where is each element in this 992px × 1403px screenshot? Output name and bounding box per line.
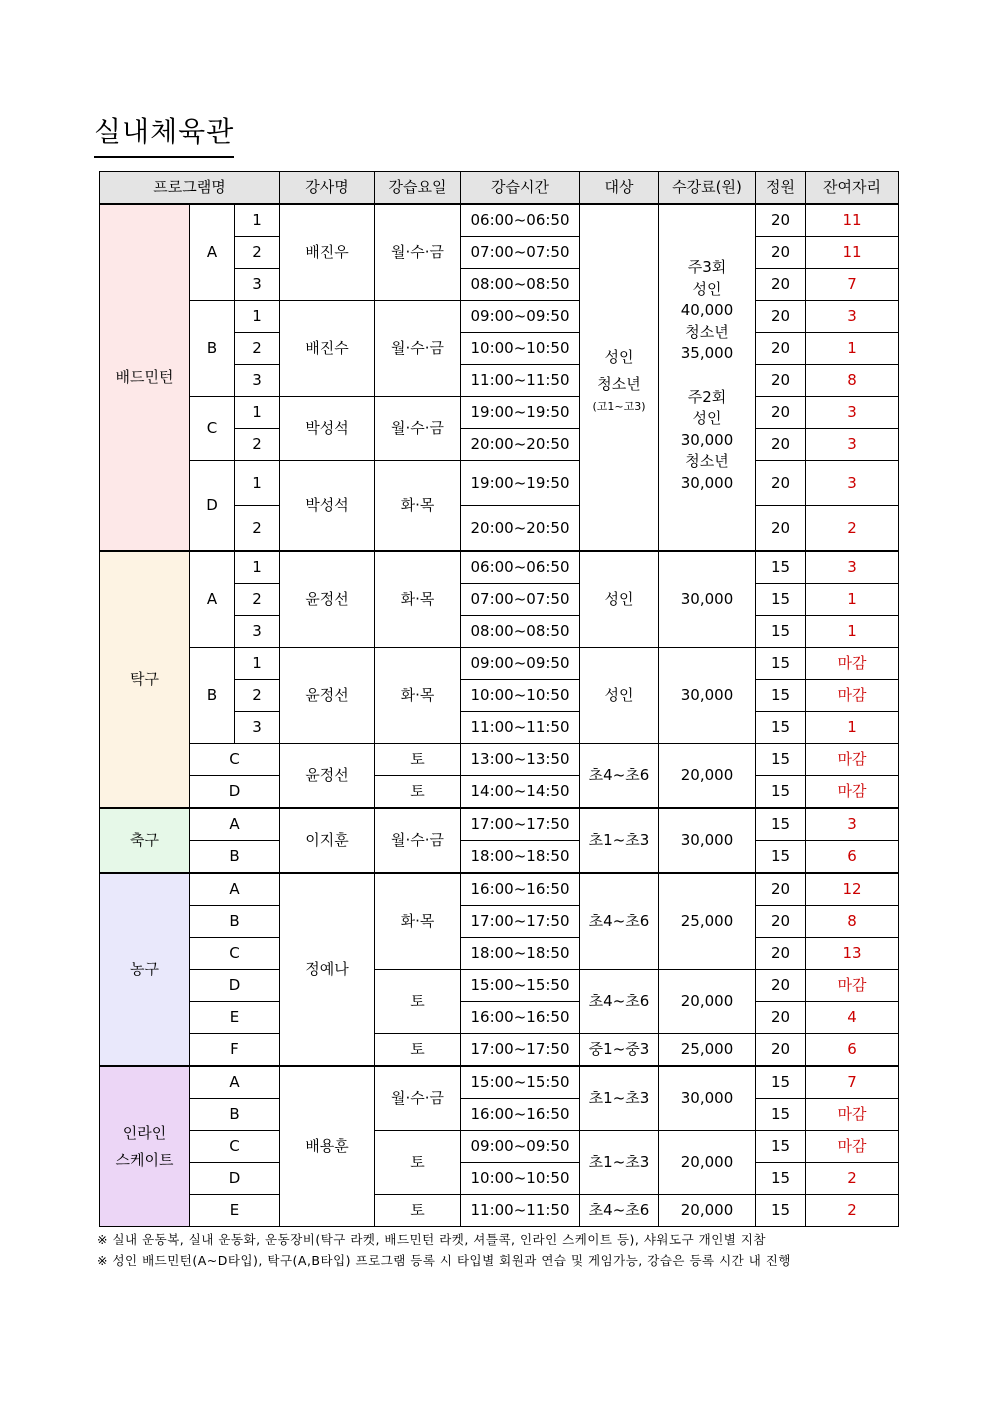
days: 화·목 (375, 551, 461, 648)
time: 16:00~16:50 (461, 873, 580, 906)
table-row (100, 1034, 899, 1067)
fee: 20,000 (659, 1195, 756, 1227)
time: 16:00~16:50 (461, 1099, 580, 1131)
time: 17:00~17:50 (461, 808, 580, 841)
class-label: A (190, 1066, 280, 1099)
remaining: 3 (806, 461, 899, 506)
class-label: B (190, 648, 235, 744)
session-no: 1 (235, 648, 280, 680)
table-row (100, 1195, 899, 1227)
table-row (100, 301, 899, 333)
days: 월·수·금 (375, 301, 461, 397)
capacity: 15 (756, 584, 806, 616)
capacity: 15 (756, 1066, 806, 1099)
time: 14:00~14:50 (461, 776, 580, 809)
program-name-tabletennis: 탁구 (100, 551, 190, 808)
capacity: 20 (756, 906, 806, 938)
time: 07:00~07:50 (461, 237, 580, 269)
fee: 30,000 (659, 551, 756, 648)
program-name-football: 축구 (100, 808, 190, 873)
table-row (100, 1002, 899, 1034)
time: 11:00~11:50 (461, 1195, 580, 1227)
time: 06:00~06:50 (461, 204, 580, 237)
class-label: C (190, 397, 235, 461)
remaining: 마감 (806, 970, 899, 1002)
class-label: D (190, 970, 280, 1002)
days: 토 (375, 970, 461, 1034)
remaining: 1 (806, 584, 899, 616)
target: 성인 (580, 551, 659, 648)
table-row (100, 1131, 899, 1163)
capacity: 15 (756, 680, 806, 712)
session-no: 2 (235, 680, 280, 712)
instructor: 박성석 (280, 461, 375, 552)
session-no: 2 (235, 506, 280, 552)
target: 초1~초3 (580, 1131, 659, 1195)
basketball-section (100, 873, 899, 1066)
remaining: 1 (806, 712, 899, 744)
capacity: 15 (756, 1195, 806, 1227)
remaining: 마감 (806, 648, 899, 680)
capacity: 20 (756, 204, 806, 237)
time: 06:00~06:50 (461, 551, 580, 584)
time: 10:00~10:50 (461, 680, 580, 712)
session-no: 3 (235, 616, 280, 648)
capacity: 20 (756, 429, 806, 461)
capacity: 20 (756, 461, 806, 506)
capacity: 20 (756, 1034, 806, 1067)
time: 15:00~15:50 (461, 1066, 580, 1099)
fee: 30,000 (659, 648, 756, 744)
days: 화·목 (375, 461, 461, 552)
instructor: 정예나 (280, 873, 375, 1066)
instructor: 배진수 (280, 301, 375, 397)
days: 월·수·금 (375, 1066, 461, 1131)
target-main: 성인 청소년 (597, 348, 641, 393)
days: 화·목 (375, 648, 461, 744)
remaining: 2 (806, 1195, 899, 1227)
program-name-badminton: 배드민턴 (100, 204, 190, 551)
target-sub: (고1~고3) (592, 400, 646, 413)
header-days: 강습요일 (375, 172, 461, 205)
session-no: 3 (235, 712, 280, 744)
table-row (100, 970, 899, 1002)
target: 성인 (580, 648, 659, 744)
class-label: B (190, 301, 235, 397)
time: 18:00~18:50 (461, 841, 580, 874)
session-no: 3 (235, 365, 280, 397)
header-capacity: 정원 (756, 172, 806, 205)
remaining: 7 (806, 269, 899, 301)
capacity: 15 (756, 616, 806, 648)
capacity: 15 (756, 841, 806, 874)
instructor: 박성석 (280, 397, 375, 461)
time: 11:00~11:50 (461, 365, 580, 397)
class-label: D (190, 776, 280, 809)
fee-text: 주3회 성인 40,000 청소년 35,000 주2회 성인 30,000 청소년 30,000 (680, 258, 734, 492)
class-label: A (190, 551, 235, 648)
target: 초4~초6 (580, 873, 659, 970)
days: 토 (375, 776, 461, 809)
time: 20:00~20:50 (461, 429, 580, 461)
remaining: 3 (806, 808, 899, 841)
capacity: 20 (756, 269, 806, 301)
time: 17:00~17:50 (461, 906, 580, 938)
fee: 20,000 (659, 744, 756, 809)
note-line: ※ 성인 배드민턴(A~D타입), 탁구(A,B타입) 프로그램 등록 시 타입별 회원과 연습 및 게임가능, 강습은 등록 시간 내 진행 (97, 1253, 791, 1268)
capacity: 20 (756, 301, 806, 333)
capacity: 20 (756, 873, 806, 906)
program-name-basketball: 농구 (100, 873, 190, 1066)
time: 13:00~13:50 (461, 744, 580, 776)
fee: 20,000 (659, 970, 756, 1034)
capacity: 15 (756, 744, 806, 776)
capacity: 15 (756, 1131, 806, 1163)
remaining: 7 (806, 1066, 899, 1099)
remaining: 11 (806, 204, 899, 237)
header-fee: 수강료(원) (659, 172, 756, 205)
fee: 30,000 (659, 1066, 756, 1131)
table-row (100, 744, 899, 776)
header-program: 프로그램명 (100, 172, 280, 205)
program-name-inline-skate: 인라인 스케이트 (100, 1066, 190, 1227)
target: 초4~초6 (580, 970, 659, 1034)
class-label: A (190, 873, 280, 906)
header-target: 대상 (580, 172, 659, 205)
target: 중1~중3 (580, 1034, 659, 1067)
table-row (100, 1163, 899, 1195)
remaining: 1 (806, 333, 899, 365)
days: 토 (375, 744, 461, 776)
remaining: 2 (806, 1163, 899, 1195)
header-time: 강습시간 (461, 172, 580, 205)
session-no: 1 (235, 397, 280, 429)
instructor: 이지훈 (280, 808, 375, 873)
class-label: D (190, 461, 235, 552)
days: 토 (375, 1195, 461, 1227)
remaining: 3 (806, 551, 899, 584)
remaining: 3 (806, 429, 899, 461)
time: 09:00~09:50 (461, 301, 580, 333)
table-row (100, 938, 899, 970)
remaining: 마감 (806, 1099, 899, 1131)
class-label: B (190, 906, 280, 938)
instructor: 윤정선 (280, 551, 375, 648)
fee: 25,000 (659, 873, 756, 970)
time: 07:00~07:50 (461, 584, 580, 616)
table-row (100, 808, 899, 841)
class-label: C (190, 1131, 280, 1163)
table-row (100, 551, 899, 584)
session-no: 1 (235, 461, 280, 506)
time: 17:00~17:50 (461, 1034, 580, 1067)
remaining: 12 (806, 873, 899, 906)
target (580, 204, 659, 551)
days: 월·수·금 (375, 808, 461, 873)
time: 19:00~19:50 (461, 397, 580, 429)
class-label: F (190, 1034, 280, 1067)
fee: 30,000 (659, 808, 756, 873)
time: 19:00~19:50 (461, 461, 580, 506)
inline-section (100, 1066, 899, 1227)
instructor: 배진우 (280, 204, 375, 301)
remaining: 6 (806, 841, 899, 874)
days: 토 (375, 1034, 461, 1067)
class-label: A (190, 808, 280, 841)
remaining: 마감 (806, 680, 899, 712)
time: 16:00~16:50 (461, 1002, 580, 1034)
remaining: 마감 (806, 1131, 899, 1163)
notes (97, 1229, 791, 1271)
schedule-table (99, 171, 899, 1227)
session-no: 1 (235, 301, 280, 333)
capacity: 15 (756, 776, 806, 809)
table-row (100, 1066, 899, 1099)
capacity: 20 (756, 1002, 806, 1034)
class-label: E (190, 1002, 280, 1034)
time: 10:00~10:50 (461, 1163, 580, 1195)
remaining: 8 (806, 365, 899, 397)
table-row (100, 397, 899, 429)
remaining: 6 (806, 1034, 899, 1067)
time: 15:00~15:50 (461, 970, 580, 1002)
table-row (100, 776, 899, 809)
table-header (100, 172, 899, 205)
capacity: 15 (756, 712, 806, 744)
remaining: 4 (806, 1002, 899, 1034)
capacity: 15 (756, 648, 806, 680)
remaining: 3 (806, 301, 899, 333)
class-label: E (190, 1195, 280, 1227)
target: 초1~초3 (580, 1066, 659, 1131)
session-no: 2 (235, 429, 280, 461)
capacity: 20 (756, 397, 806, 429)
days: 월·수·금 (375, 204, 461, 301)
time: 20:00~20:50 (461, 506, 580, 552)
session-no: 1 (235, 551, 280, 584)
class-label: C (190, 744, 280, 776)
footvolley-section (100, 808, 899, 873)
capacity: 20 (756, 506, 806, 552)
badminton-section (100, 204, 899, 551)
class-label: B (190, 1099, 280, 1131)
time: 18:00~18:50 (461, 938, 580, 970)
class-label: D (190, 1163, 280, 1195)
time: 09:00~09:50 (461, 648, 580, 680)
session-no: 1 (235, 204, 280, 237)
session-no: 2 (235, 237, 280, 269)
instructor: 배용훈 (280, 1066, 375, 1227)
capacity: 20 (756, 970, 806, 1002)
capacity: 15 (756, 808, 806, 841)
capacity: 15 (756, 1163, 806, 1195)
table-row (100, 461, 899, 506)
table-row (100, 204, 899, 237)
days: 토 (375, 1131, 461, 1195)
time: 09:00~09:50 (461, 1131, 580, 1163)
tabletennis-section (100, 551, 899, 808)
days: 월·수·금 (375, 397, 461, 461)
remaining: 8 (806, 906, 899, 938)
session-no: 2 (235, 584, 280, 616)
capacity: 20 (756, 237, 806, 269)
table-row (100, 648, 899, 680)
time: 08:00~08:50 (461, 269, 580, 301)
capacity: 15 (756, 1099, 806, 1131)
target: 초4~초6 (580, 1195, 659, 1227)
time: 10:00~10:50 (461, 333, 580, 365)
class-label: C (190, 938, 280, 970)
capacity: 15 (756, 551, 806, 584)
target: 초1~초3 (580, 808, 659, 873)
time: 08:00~08:50 (461, 616, 580, 648)
remaining: 1 (806, 616, 899, 648)
target: 초4~초6 (580, 744, 659, 809)
time: 11:00~11:50 (461, 712, 580, 744)
fee: 25,000 (659, 1034, 756, 1067)
table-row (100, 906, 899, 938)
capacity: 20 (756, 365, 806, 397)
class-label: A (190, 204, 235, 301)
class-label: B (190, 841, 280, 874)
table-row (100, 873, 899, 906)
note-line: ※ 실내 운동복, 실내 운동화, 운동장비(탁구 라켓, 배드민턴 라켓, 셔틀콕, 인라인 스케이트 등), 샤워도구 개인별 지참 (97, 1232, 766, 1247)
capacity: 20 (756, 333, 806, 365)
capacity: 20 (756, 938, 806, 970)
fee (659, 204, 756, 551)
header-instructor: 강사명 (280, 172, 375, 205)
table-row (100, 841, 899, 874)
session-no: 2 (235, 333, 280, 365)
remaining: 13 (806, 938, 899, 970)
fee: 20,000 (659, 1131, 756, 1195)
remaining: 마감 (806, 744, 899, 776)
instructor: 윤정선 (280, 744, 375, 809)
remaining: 마감 (806, 776, 899, 809)
remaining: 11 (806, 237, 899, 269)
instructor: 윤정선 (280, 648, 375, 744)
remaining: 3 (806, 397, 899, 429)
table-row (100, 1099, 899, 1131)
page-title: 실내체육관 (94, 112, 234, 158)
session-no: 3 (235, 269, 280, 301)
header-remaining: 잔여자리 (806, 172, 899, 205)
remaining: 2 (806, 506, 899, 552)
days: 화·목 (375, 873, 461, 970)
